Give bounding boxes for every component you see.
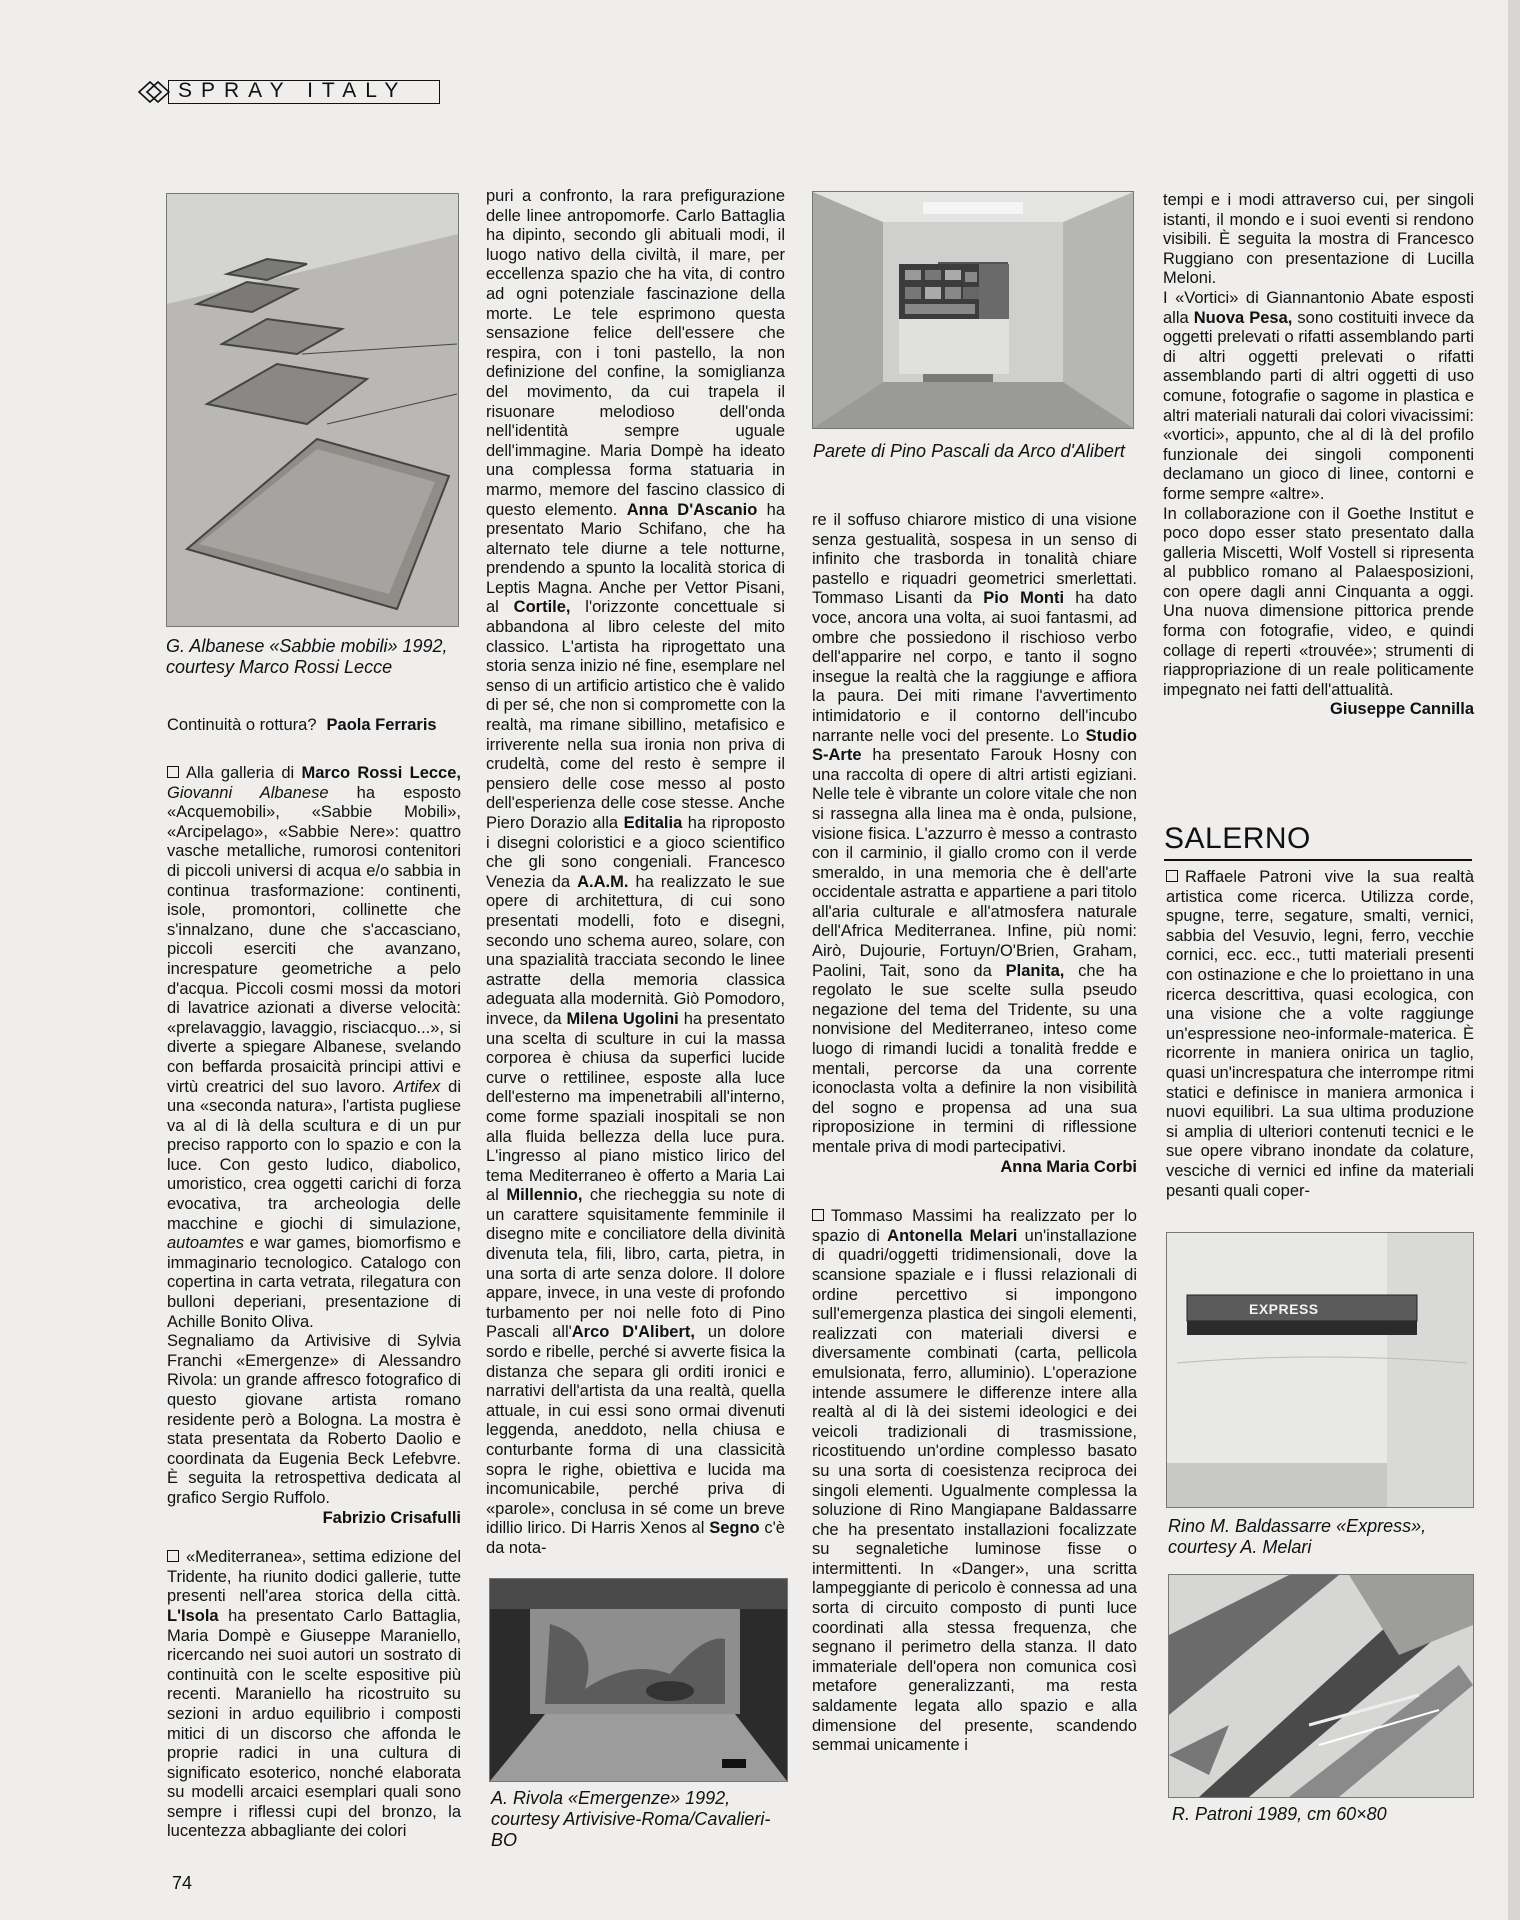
page-number: 74: [172, 1873, 193, 1893]
header-label: SPRAY ITALY: [178, 79, 408, 102]
caption-baldassarre: Rino M. Baldassarre «Express», courtesy A. Melari: [1168, 1516, 1427, 1557]
bullet-square-icon: [167, 1550, 179, 1562]
bullet-square-icon: [1166, 870, 1178, 882]
photo-albanese: [166, 193, 459, 627]
article-kicker: [167, 716, 457, 735]
signature-crisafulli: Fabrizio Crisafulli: [322, 1508, 461, 1527]
article-melari-cont: tempi e i modi attraverso cui, per singoli istanti, il mondo e i suoi eventi si rendono visibili. È seguita la mostra di Francesco Ruggiano con presentazione di Lucilla Meloni. I «Vortici» di Giannantonio Abate esposti alla Nuova Pesa, sono costituiti invece da oggetti prelevati o rifatti assemblando parti di altri oggetti prelevati o rifatti assemblando parti di altri oggetti di uso comune, fotografie o sagome in plastica e altri materiali naturali dai colori vivacissimi: «vortici», appunto, che al di là del profilo funzionale dei singoli componenti declamano un gioco di linee, contorni e forme sempre «altre». In collaborazione con il Goethe Institut e poco dopo esser stato presentato dalla galleria Miscetti, Wolf Vostell si ripresenta al pubblico romano al Palaesposizioni, con opere dagli anni Cinquanta a oggi. Una nuova dimensione pittorica prende forma con fotografie, video, e quindi collage di reperti «trouvée»; strumenti di riappropriazione di un reale politicamente impegnato nei fatti dell'attualità.: [1163, 191, 1474, 699]
photo-rivola: [489, 1578, 788, 1782]
diamond-icon: [138, 80, 170, 104]
photo-express: [1166, 1232, 1474, 1508]
column-4: [1163, 191, 1474, 720]
article-mediterranea: «Mediterranea», settima edizione del Tridente, ha riunito dodici gallerie, tutte presenti nell'area storica della città. L'Isola ha presentato Carlo Battaglia, Maria Dompè e Giuseppe Maraniello, ricercando nei suoi autori un sostrato di continuità con le scelte espositive più recenti. Maraniello ha ricostruito su sezioni in arduo equilibrio i composti mitici di un discorso che affonda le proprie radici in una cultura di significato esoterico, nonché elaborata su modelli arcaici esemplari quali sono sempre i riflessi cupi del bronzo, la lucentezza abbagliante dei colori: [167, 1548, 461, 1841]
photo-patroni: [1168, 1574, 1474, 1798]
section-header: [138, 78, 443, 106]
kicker-title: Continuità o rottura?: [167, 716, 317, 734]
signature-cannilla: Giuseppe Cannilla: [1330, 700, 1474, 719]
caption-patroni: R. Patroni 1989, cm 60×80: [1172, 1804, 1387, 1824]
express-sign-text: EXPRESS: [1249, 1301, 1319, 1317]
article-mediterranea-end: re il soffuso chiarore mistico di una visione senza gestualità, sospesa in un senso di infinito che trasborda in tonalità chiare pastello e riquadri geometrici smerlettati. Tommaso Lisanti da Pio Monti ha dato voce, ancora una volta, ai suoi fantasmi, ad ombre che possiedono il rischioso verbo dell'apparire nel corpo, e tanto il sogno insegue la realtà che la raggiunge e affiora la paura. Dei miti rimane l'avvertimento intimidatorio e il contorno dell'incubo narrante nelle voci del presente. Lo Studio S-Arte ha presentato Farouk Hosny con una raccolta di opere di altri artisti egiziani. Nelle tele è vibrante un colore vitale che non si rassegna alla linea ma è onda, pulsione, visione fisica. L'azzurro è messo a contrasto con il carminio, il giallo cromo con il verde smeraldo, in una memoria che è dell'arte occidentale astratta e appartiene a pari titolo all'aria culturale e all'atmosfera naturale dell'Africa Mediterranea. Infine, più nomi: Airò, Dujourie, Fortuyn/O'Brien, Graham, Paolini, Tait, sono da Planita, che ha regolato le sue scelte sulla pseudo negazione del tema del Tridente, su una nonvisione del Mediterraneo, inteso come luogo di rimandi lucidi a tonalità fredde e mentali, percorse da una corrente iconoclasta volta a definire la non visibilità del sogno e propensa ad una sua riproposizione in termini di riflessione mentale priva di modi partecipativi.: [812, 511, 1137, 1156]
caption-rivola: A. Rivola «Emergenze» 1992, courtesy Artivisive-Roma/Cavalieri-BO: [491, 1788, 771, 1850]
page-edge: [1508, 0, 1520, 1920]
section-rule: [1164, 859, 1472, 861]
photo-pascali: [812, 191, 1134, 429]
bullet-square-icon: [812, 1209, 824, 1221]
signature-corbi: Anna Maria Corbi: [1000, 1157, 1137, 1176]
bullet-square-icon: [167, 766, 179, 778]
article-mediterranea-cont: puri a confronto, la rara prefigurazione delle linee antropomorfe. Carlo Battaglia ha dipinto, secondo gli abituali modi, il luogo nativo della civiltà, il mare, per eccellenza spazio che ha vita, di contro ad ogni potenziale fascinazione della morte. Le tele esprimono questa sensazione felice dell'essere che respira, con i toni pastello, la non definizione del confine, la somiglianza del movimento, da cui trapela il risuonare melodioso dell'onda nell'identità sempre uguale dell'immagine. Maria Dompè ha ideato una complessa forma statuaria in marmo, memore del fascino classico di questo elemento. Anna D'Ascanio ha presentato Mario Schifano, che ha alternato tele diurne a tele notturne, prendendo a spunto la località storica di Leptis Magna. Anche per Vettor Pisani, al Cortile, l'orizzonte concettuale si abbandona al libro celeste del mito classico. L'artista ha riprogettato una storia senza inizio né fine, esemplare nel senso di un artificio artistico che è valido di per sé, che non si compromette con la realtà, ma rimane sibillino, metafisico e irriverente nella sua ironia non priva di crudeltà, come del resto è sempre il pensiero delle cose messo al posto dell'esperienza delle cose stesse. Anche Piero Dorazio alla Editalia ha riproposto i disegni coloristici e a gioco scientifico che gli sono congeniali. Francesco Venezia da A.A.M. ha realizzato le sue opere di architettura, di cui sono presentati modelli, foto e disegni, secondo uno schema aureo, solare, con una spazialità tracciata secondo le linee astratte della memoria classica adeguata alla modernità. Giò Pomodoro, invece, da Milena Ugolini ha presentato una scelta di sculture in cui la massa corporea è chiusa da superfici lucide curve o rettilinee, esposte alla luce dell'esterno ma impenetrabili all'interno, come forme spaziali inospitali se non alla fluida bellezza della luce pura. L'ingresso al piano mistico lirico del tema Mediterraneo è offerto a Maria Lai al Millennio, che riecheggia su note di un carattere squisitamente femminile il disegno mite e conciliatore della divinità divenuta tela, fili, libro, carta, pietra, in una sorta di arte senza dolore. Il dolore appare, invece, in una veste di profondo turbamento per noi nelle foto di Pino Pascali all'Arco D'Alibert, un dolore sordo e ribelle, perché si avverte fisica la distanza che separa gli orditi ironici e narrativi dell'artista da una realtà, quella attuale, in cui essi sono ormai divenuti leggenda, aneddoto, nella chiusa e conturbante forma di una classicità sopra le righe, obiettiva e lucida ma incomunicabile, perché priva di «parole», conclusa in sé come un breve idillio lirico. Di Harris Xenos al Segno c'è da nota-: [486, 187, 786, 1557]
article-melari: Tommaso Massimi ha realizzato per lo spazio di Antonella Melari un'installazione di quadri/oggetti tridimensionali, dove la scansione spaziale e i flussi relazionali di ordine percettivo si impongono sull'emergenza plastica dei singoli elementi, realizzati con materiali diversi e diversamente combinati (carta, pellicola emulsionata, ferro, alluminio). L'operazione intende assumere le differenze intere alla realtà al di là dei sistemi ideologici e dei veicoli tradizionali di trasmissione, ricostituendo un'ordine complesso basato su una sorta di coesistenza reciproca dei singoli elementi. Ugualmente complessa la soluzione di Rino Mangiapane Baldassarre che ha presentato installazioni focalizzate su segnaletiche luminose fisse o intermittenti. In «Danger», una scritta lampeggiante di pericolo è connessa ad una sorta di circuito composto di punti luce coordinati alla stessa frequenza, che segnano il perimetro della stanza. Il dato immateriale dell'opera non comunica così metafore generalizzanti, ma resta saldamente legata allo spazio e alla dimensione del presente, scandendo semmai unicamente i: [812, 1207, 1137, 1755]
article-patroni: Raffaele Patroni vive la sua realtà artistica come ricerca. Utilizza corde, spugne, terre, segature, smalti, vernici, sabbia del Vesuvio, legni, ferro, vecchie cornici, ecc. ecc., tutti materiali presenti con ostinazione e che lo proiettano in una ricerca descrittiva, quasi ecologica, con una visione che a volte raggiunge un'espressione neo-informale-materica. È ricorrente in maniera onirica un taglio, quasi un'increspatura che interrompe ritmi statici e definisce in maniera armonica i nuovi equilibri. La sua ultima produzione si amplia di ulteriori contenuti tecnici e le sue opere vibrano inondate da colature, vesciche di vernici ed infine da materiali pesanti quali coper-: [1166, 868, 1474, 1200]
article-rossi-lecce: Alla galleria di Marco Rossi Lecce, Giovanni Albanese ha esposto «Acquemobili», «Sabbie Mobili», «Arcipelago», «Sabbie Nere»: quattro vasche metalliche, rumorosi contenitori di piccoli universi di acqua e/o sabbia in continua trasformazione: continenti, isole, promontori, collinette che s'innalzano, dune che s'accasciano, piccoli eserciti che avanzano, increspature geometriche a pelo d'acqua. Piccoli cosmi mossi da motori di lavatrice azionati a diverse velocità: «prelavaggio, lavaggio, risciacquo...», si diverte a spiegare Albanese, svelando con beffarda prosaicità principi attivi e virtù creatrici del suo lavoro. Artifex di una «seconda natura», l'artista pugliese va al di là della scultura e di un pur preciso rapporto con lo spazio e con la luce. Con gesto ludico, diabolico, umoristico, crea oggetti carichi di forza evocativa, tra archeologia delle macchine e giochi di simulazione, autoamtes e war games, biomorfismo e immaginario tecnologico. Catalogo con copertina in carta vetrata, rilegatura con bulloni deperiani, presentazione di Achille Bonito Oliva. Segnaliamo da Artivisive di Sylvia Franchi «Emergenze» di Alessandro Rivola: un grande affresco fotografico di questo giovane artista romano residente però a Bologna. La mostra è stata presentata da Roberto Daolio e coordinata da Eugenia Beck Lefebvre. È seguita la retrospettiva dedicata al grafico Sergio Ruffolo.: [167, 764, 461, 1507]
column-4-salerno: [1166, 868, 1474, 1201]
column-1: [167, 764, 461, 1842]
kicker-author: Paola Ferraris: [326, 716, 437, 734]
caption-albanese: G. Albanese «Sabbie mobili» 1992, courtesy Marco Rossi Lecce: [166, 636, 448, 677]
caption-pascali: Parete di Pino Pascali da Arco d'Alibert: [813, 441, 1125, 461]
column-2: [486, 187, 785, 1559]
column-3: [812, 511, 1137, 1756]
section-title-salerno: SALERNO: [1164, 822, 1311, 855]
